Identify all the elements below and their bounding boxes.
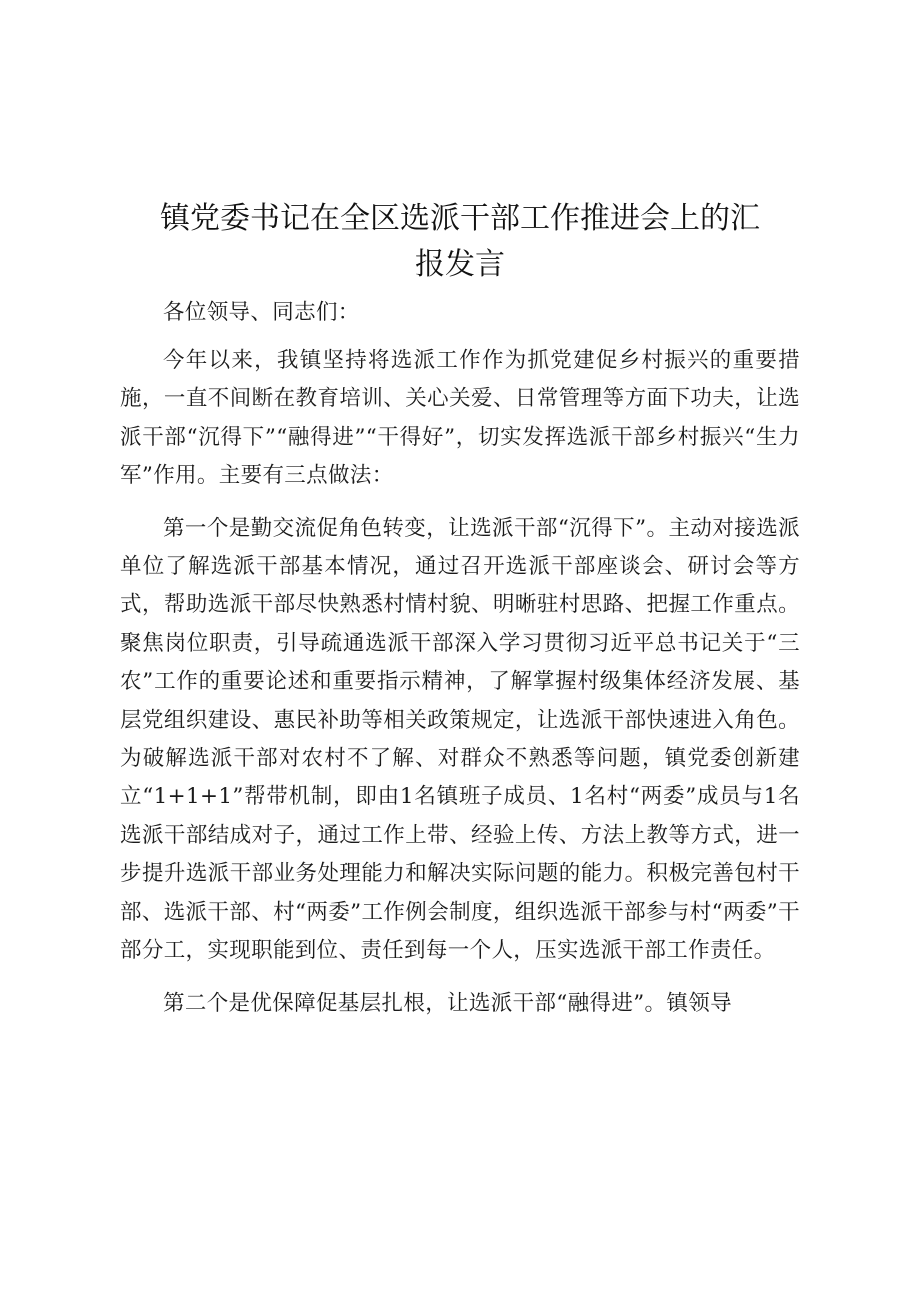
document-title [120, 196, 800, 288]
paragraph-first-measure: 第一个是勤交流促角色转变，让选派干部“沉得下”。主动对接选派单位了解选派干部基本情况，通过召开选派干部座谈会、研讨会等方式，帮助选派干部尽快熟悉村情村貌、明晰驻村思路、把握工作重点。聚焦岗位职责，引导疏通选派干部深入学习贯彻习近平总书记关于“三农”工作的重要论述和重要指示精神，了解掌握村级集体经济发展、基层党组织建设、惠民补助等相关政策规定，让选派干部快速进入角色。为破解选派干部对农村不了解、对群众不熟悉等问题，镇党委创新建立“1+1+1”帮带机制，即由1名镇班子成员、1名村“两委”成员与1名选派干部结成对子，通过工作上带、经验上传、方法上教等方式，进一步提升选派干部业务处理能力和解决实际问题的能力。积极完善包村干部、选派干部、村“两委”工作例会制度，组织选派干部参与村“两委”干部分工，实现职能到位、责任到每一个人，压实选派干部工作责任。 [120, 515, 800, 964]
salutation: 各位领导、同志们： [163, 300, 360, 325]
title-line-2: 报发言 [415, 247, 505, 282]
paragraph-second-measure: 第二个是优保障促基层扎根，让选派干部“融得进”。镇领导 [163, 990, 732, 1016]
document-body [120, 294, 800, 1037]
paragraph-intro: 今年以来，我镇坚持将选派工作作为抓党建促乡村振兴的重要措施，一直不间断在教育培训、关心关爱、日常管理等方面下功夫，让选派干部“沉得下”“融得进”“干得好”，切实发挥选派干部乡村振兴“生力军”作用。主要有三点做法： [120, 348, 800, 489]
title-line-1: 镇党委书记在全区选派干部工作推进会上的汇 [160, 201, 760, 236]
